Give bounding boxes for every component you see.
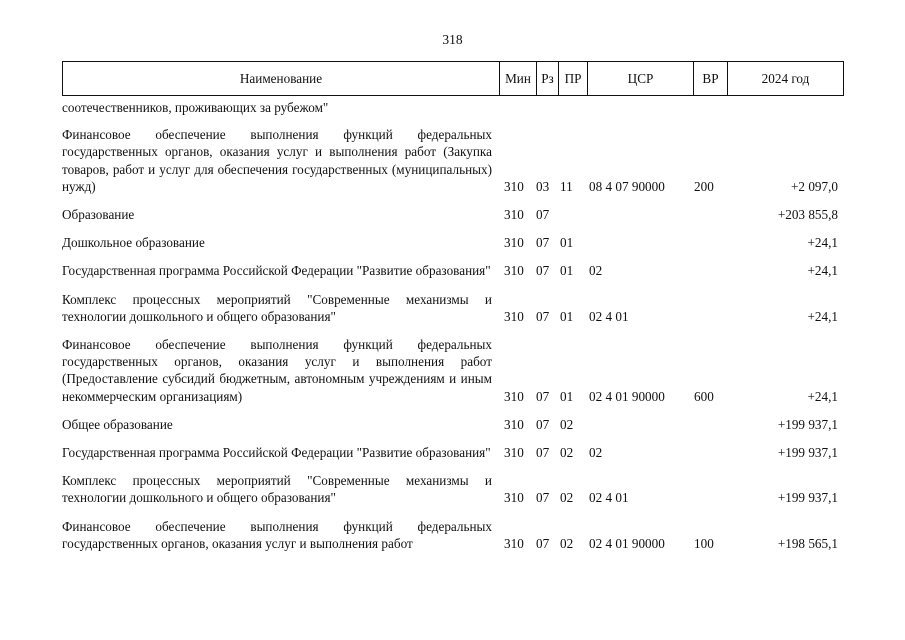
row-min: 310 (504, 445, 524, 461)
row-csr: 02 4 01 90000 (589, 388, 665, 404)
row-min: 310 (504, 263, 524, 279)
row-name: Образование (62, 207, 135, 223)
row-min: 310 (504, 308, 524, 324)
row-min: 310 (504, 178, 524, 194)
header-pr: ПР (559, 62, 588, 95)
row-vr: 200 (694, 178, 714, 194)
row-pr: 01 (560, 235, 574, 251)
page-number: 318 (442, 32, 463, 47)
row-amount: +199 937,1 (777, 445, 838, 461)
row-rz: 03 (536, 178, 550, 194)
table-row (62, 472, 844, 506)
row-amount: +2 097,0 (791, 178, 838, 194)
row-pr: 02 (560, 445, 574, 461)
row-rz: 07 (536, 207, 550, 223)
table-row (62, 291, 844, 325)
table-row (62, 518, 844, 552)
row-vr: 100 (694, 535, 714, 551)
row-amount: +24,1 (807, 235, 838, 251)
row-amount: +203 855,8 (777, 207, 838, 223)
row-rz: 07 (536, 490, 550, 506)
row-name: Комплекс процессных мероприятий "Современные механизмы и технологии дошкольного и общего образования" (62, 291, 492, 324)
row-min: 310 (504, 388, 524, 404)
row-csr: 02 (589, 263, 603, 279)
row-csr: 02 4 01 (589, 308, 629, 324)
row-name: Государственная программа Российской Федерации "Развитие образования" (62, 445, 491, 461)
row-rz: 07 (536, 235, 550, 251)
row-pr: 01 (560, 388, 574, 404)
row-min: 310 (504, 490, 524, 506)
table-row (62, 206, 844, 223)
table-row (62, 262, 844, 279)
row-pr: 01 (560, 308, 574, 324)
row-amount: +199 937,1 (777, 416, 838, 432)
row-min: 310 (504, 416, 524, 432)
table-row (62, 416, 844, 433)
header-vr: ВР (694, 62, 728, 95)
row-amount: +198 565,1 (777, 535, 838, 551)
table-row (62, 99, 844, 116)
row-name: Государственная программа Российской Федерации "Развитие образования" (62, 263, 491, 279)
row-rz: 07 (536, 535, 550, 551)
row-min: 310 (504, 207, 524, 223)
row-csr: 02 4 01 90000 (589, 535, 665, 551)
row-name: соотечественников, проживающих за рубежом" (62, 100, 329, 115)
row-name: Финансовое обеспечение выполнения функций федеральных государственных органов, оказания услуг и выполнения работ (Предоставление субсидий бюджетным, автономным учреждениям и иным некоммерческим организациям) (62, 337, 492, 404)
row-rz: 07 (536, 308, 550, 324)
header-year: 2024 год (761, 71, 810, 86)
table-row (62, 336, 844, 405)
budget-table-body (62, 96, 844, 552)
row-name: Финансовое обеспечение выполнения функций федеральных государственных органов, оказания услуг и выполнения работ (62, 518, 492, 551)
row-min: 310 (504, 535, 524, 551)
row-csr: 02 4 01 (589, 490, 629, 506)
header-csr: ЦСР (588, 62, 694, 95)
row-pr: 02 (560, 490, 574, 506)
row-csr: 02 (589, 445, 603, 461)
row-csr: 08 4 07 90000 (589, 178, 665, 194)
row-min: 310 (504, 235, 524, 251)
row-pr: 02 (560, 535, 574, 551)
table-row (62, 126, 844, 195)
row-pr: 02 (560, 416, 574, 432)
row-rz: 07 (536, 263, 550, 279)
row-vr: 600 (694, 388, 714, 404)
header-rz: Рз (537, 62, 559, 95)
row-pr: 11 (560, 178, 573, 194)
table-header (62, 61, 844, 96)
header-name: Наименование (63, 62, 500, 95)
row-amount: +24,1 (807, 308, 838, 324)
row-rz: 07 (536, 416, 550, 432)
row-pr: 01 (560, 263, 574, 279)
row-rz: 07 (536, 445, 550, 461)
row-name: Комплекс процессных мероприятий "Современные механизмы и технологии дошкольного и общего образования" (62, 473, 492, 506)
row-amount: +24,1 (807, 263, 838, 279)
row-amount: +199 937,1 (777, 490, 838, 506)
table-row (62, 234, 844, 251)
row-amount: +24,1 (807, 388, 838, 404)
table-row (62, 444, 844, 461)
row-name: Финансовое обеспечение выполнения функций федеральных государственных органов, оказания услуг и выполнения работ (Закупка товаров, работ и услуг для обеспечения государственных (муниципальных) нужд) (62, 127, 492, 194)
row-name: Общее образование (62, 416, 173, 432)
row-rz: 07 (536, 388, 550, 404)
row-name: Дошкольное образование (62, 235, 205, 251)
header-min: Мин (500, 62, 537, 95)
